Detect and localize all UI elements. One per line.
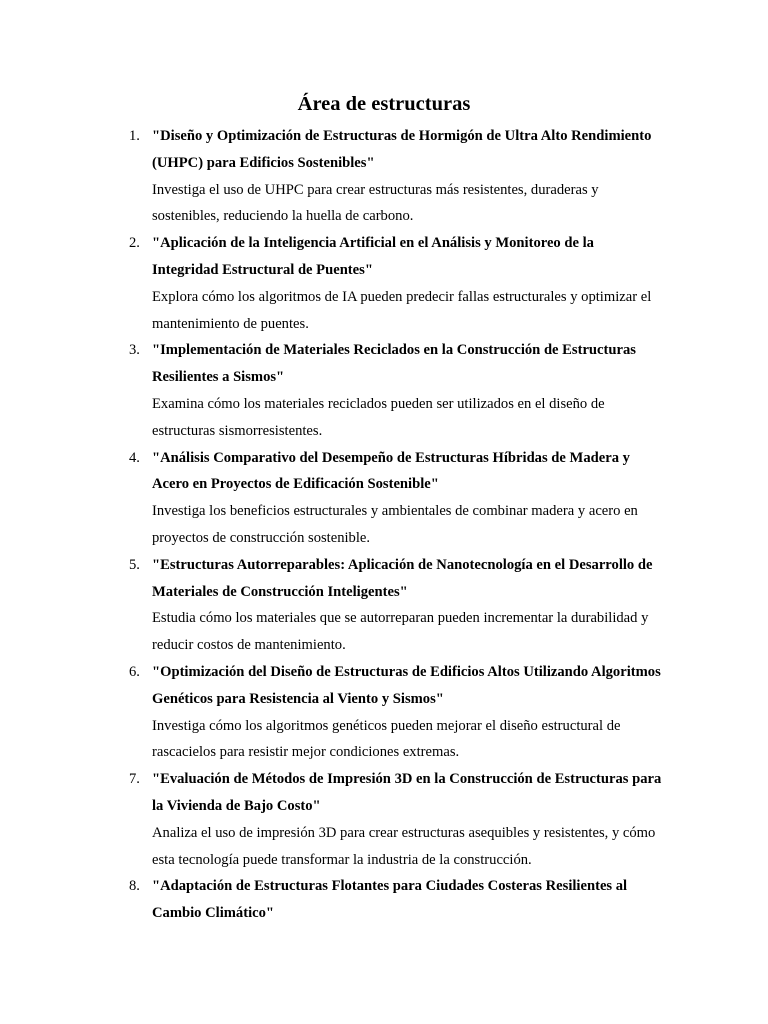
- list-item-description: Investiga cómo los algoritmos genéticos pueden mejorar el diseño estructural de rascacielos para resistir mejor condiciones extremas.: [152, 717, 621, 761]
- list-item-number: 6.: [129, 663, 140, 680]
- list-item-description: Investiga los beneficios estructurales y ambientales de combinar madera y acero en proyectos de construcción sostenible.: [152, 503, 638, 546]
- list-item-description: Explora cómo los algoritmos de IA pueden predecir fallas estructurales y optimizar el mantenimiento de puentes.: [152, 288, 652, 332]
- list-item-number: 4.: [129, 449, 140, 466]
- list-item: [0, 445, 662, 552]
- list-item-title: "Diseño y Optimización de Estructuras de Hormigón de Ultra Alto Rendimiento (UHPC) para Edificios Sostenibles": [152, 128, 652, 171]
- list-item-title: "Optimización del Diseño de Estructuras de Edificios Altos Utilizando Algoritmos Genéticos para Resistencia al Viento y Sismos": [152, 663, 661, 707]
- list-item: [0, 766, 662, 873]
- list-item-description: Examina cómo los materiales reciclados pueden ser utilizados en el diseño de estructuras sismorresistentes.: [152, 395, 605, 439]
- list-item-number: 7.: [129, 771, 140, 788]
- list-item-title: "Implementación de Materiales Reciclados en la Construcción de Estructuras Resilientes a Sismos": [152, 342, 636, 386]
- list-item-title: "Evaluación de Métodos de Impresión 3D en la Construcción de Estructuras para la Vivienda de Bajo Costo": [152, 771, 662, 814]
- list-item-title: "Aplicación de la Inteligencia Artificial en el Análisis y Monitoreo de la Integridad Estructural de Puentes": [152, 235, 594, 278]
- list-item-number: 5.: [129, 556, 140, 573]
- list-item-number: 1.: [129, 128, 140, 144]
- list-item-title: "Análisis Comparativo del Desempeño de Estructuras Híbridas de Madera y Acero en Proyectos de Edificación Sostenible": [152, 449, 630, 493]
- list-item-number: 3.: [129, 342, 140, 359]
- list-item-number: 8.: [129, 878, 140, 895]
- list-item: [0, 659, 662, 766]
- list-item-title: "Adaptación de Estructuras Flotantes para Ciudades Costeras Resilientes al Cambio Climático": [152, 878, 628, 922]
- page-title: Área de estructuras: [297, 93, 471, 115]
- topic-list: [0, 123, 768, 927]
- list-item-title: "Estructuras Autorreparables: Aplicación de Nanotecnología en el Desarrollo de Materiales de Construcción Inteligentes": [152, 556, 653, 600]
- list-item-description: Investiga el uso de UHPC para crear estructuras más resistentes, duraderas y sostenibles, reduciendo la huella de carbono.: [152, 181, 599, 225]
- list-item-number: 2.: [129, 235, 140, 252]
- list-item: [0, 337, 662, 444]
- list-item-description: Estudia cómo los materiales que se autorreparan pueden incrementar la durabilidad y reducir costos de mantenimiento.: [152, 610, 649, 654]
- list-item: [0, 230, 662, 337]
- list-item: [0, 552, 662, 659]
- list-item: [0, 873, 662, 927]
- list-item-description: Analiza el uso de impresión 3D para crear estructuras asequibles y resistentes, y cómo esta tecnología puede transformar la industria de la construcción.: [152, 824, 656, 868]
- list-item: [0, 123, 662, 230]
